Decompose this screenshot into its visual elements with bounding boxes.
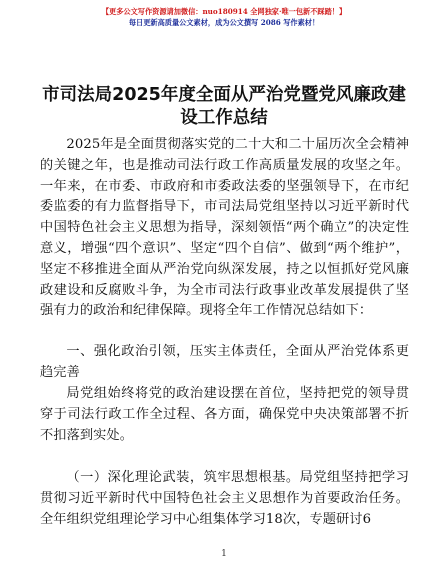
intro-paragraph: 2025年是全面贯彻落实党的二十大和二十届历次全会精神的关键之年，也是推动司法行政工作高质量发展的攻坚之年。一年来，在市委、市政府和市委政法委的坚强领导下，在市纪委监委的有力监督指导下，市司法局党组坚持以习近平新时代中国特色社会主义思想为指导，深刻领悟“两个确立”的决定性意义，增强“四个意识”、坚定“四个自信”、做到“两个维护”，坚定不移推进全面从严治党向纵深发展，持之以恒抓好党风廉政建设和反腐败斗争，为全市司法行政事业改革发展提供了坚强有力的政治和纪律保障。现将全年工作情况总结如下： <box>40 137 409 319</box>
subsection-1-paragraph: （一）深化理论武装，筑牢思想根基。局党组坚持把学习贯彻习近平新时代中国特色社会主义思想作为首要政治任务。全年组织党组理论学习中心组集体学习18次，专题研讨6 <box>40 470 409 527</box>
promo-banner-line-2: 每日更新高质量公文素材，成为公文撰写 2086 写作素材！ <box>128 18 320 27</box>
promo-banner <box>0 6 448 28</box>
promo-banner-line-1: 【更多公文写作资源请加微信：nuo180914 全网独家·唯一包新不踩踏！】 <box>101 7 347 16</box>
document-title: 市司法局2025年度全面从严治党暨党风廉政建设工作总结 <box>42 85 406 128</box>
page-number: 1 <box>221 549 227 559</box>
section-1-paragraph: 局党组始终将党的政治建设摆在首位，坚持把党的领导贯穿于司法行政工作全过程、各方面，确保党中央决策部署不折不扣落到实处。 <box>40 386 409 443</box>
section-heading-1: 一、强化政治引领，压实主体责任，全面从严治党体系更趋完善 <box>40 344 409 380</box>
